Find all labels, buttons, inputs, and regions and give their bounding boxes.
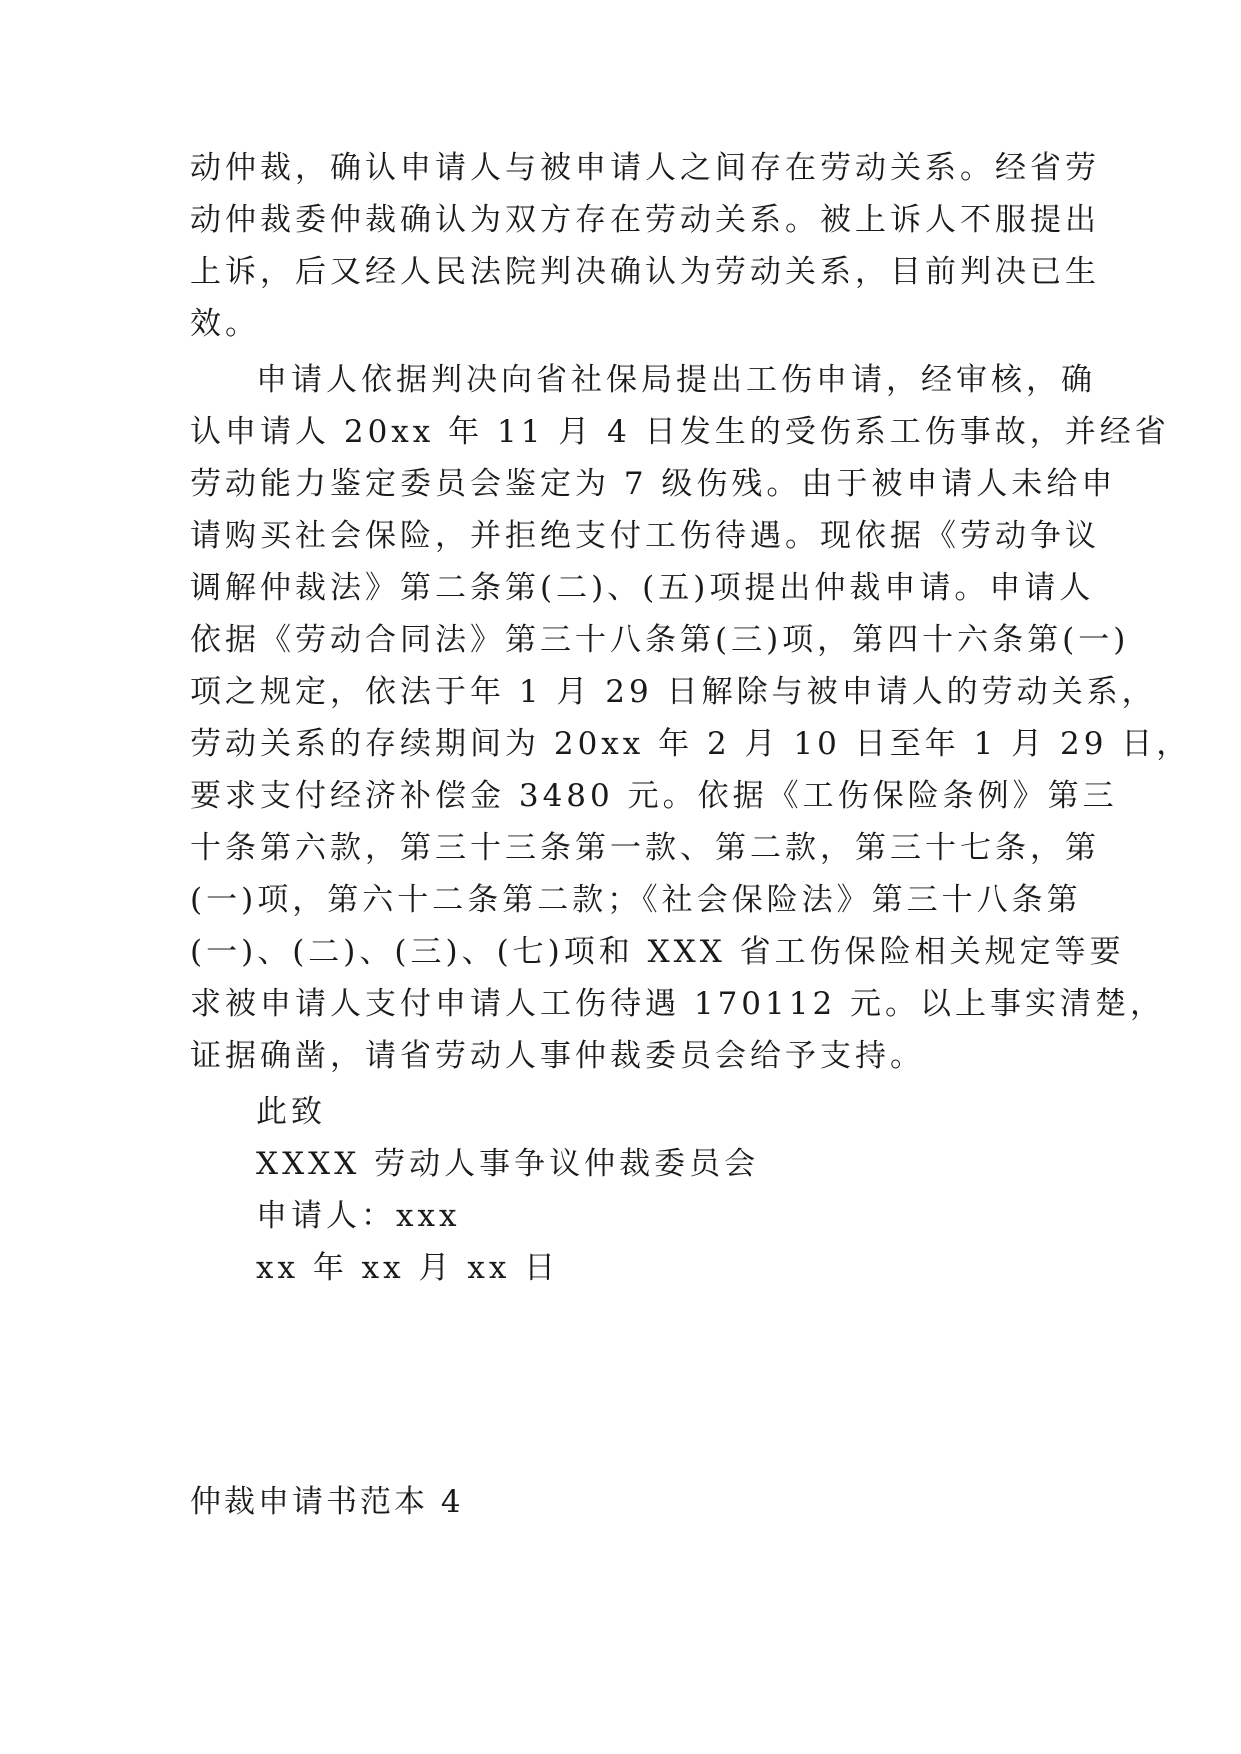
applicant-signature: 申请人：xxx	[256, 1198, 461, 1234]
text-line: 上诉，后又经人民法院判决确认为劳动关系，目前判决已生	[190, 254, 1100, 290]
salutation: 此致	[256, 1094, 326, 1130]
text-line: 调解仲裁法》第二条第(二)、(五)项提出仲裁申请。申请人	[190, 570, 1095, 606]
text-line: 认申请人 20xx 年 11 月 4 日发生的受伤系工伤事故，并经省	[190, 414, 1170, 450]
text-line: 劳动能力鉴定委员会鉴定为 7 级伤残。由于被申请人未给申	[190, 466, 1117, 502]
text-line: 动仲裁委仲裁确认为双方存在劳动关系。被上诉人不服提出	[190, 202, 1100, 238]
text-line: 动仲裁，确认申请人与被申请人之间存在劳动关系。经省劳	[190, 150, 1100, 186]
text-line: 申请人依据判决向省社保局提出工伤申请，经审核，确	[256, 362, 1096, 398]
text-line: (一)项，第六十二条第二款；《社会保险法》第三十八条第	[190, 882, 1082, 918]
date-line: xx 年 xx 月 xx 日	[256, 1250, 560, 1286]
text-line: 项之规定，依法于年 1 月 29 日解除与被申请人的劳动关系，	[190, 674, 1157, 710]
text-line: 劳动关系的存续期间为 20xx 年 2 月 10 日至年 1 月 29 日，	[190, 726, 1192, 762]
text-line: 效。	[190, 306, 260, 342]
text-line: 证据确凿，请省劳动人事仲裁委员会给予支持。	[190, 1038, 925, 1074]
text-line: 要求支付经济补偿金 3480 元。依据《工伤保险条例》第三	[190, 778, 1118, 814]
text-line: (一)、(二)、(三)、(七)项和 XXX 省工伤保险相关规定等要	[190, 934, 1125, 970]
recipient: XXXX 劳动人事争议仲裁委员会	[256, 1146, 760, 1182]
text-line: 十条第六款，第三十三条第一款、第二款，第三十七条，第	[190, 830, 1100, 866]
text-line: 求被申请人支付申请人工伤待遇 170112 元。以上事实清楚，	[190, 986, 1166, 1022]
section-title: 仲裁申请书范本 4	[190, 1484, 464, 1520]
text-line: 依据《劳动合同法》第三十八条第(三)项，第四十六条第(一)	[190, 622, 1130, 658]
text-line: 请购买社会保险，并拒绝支付工伤待遇。现依据《劳动争议	[190, 518, 1100, 554]
